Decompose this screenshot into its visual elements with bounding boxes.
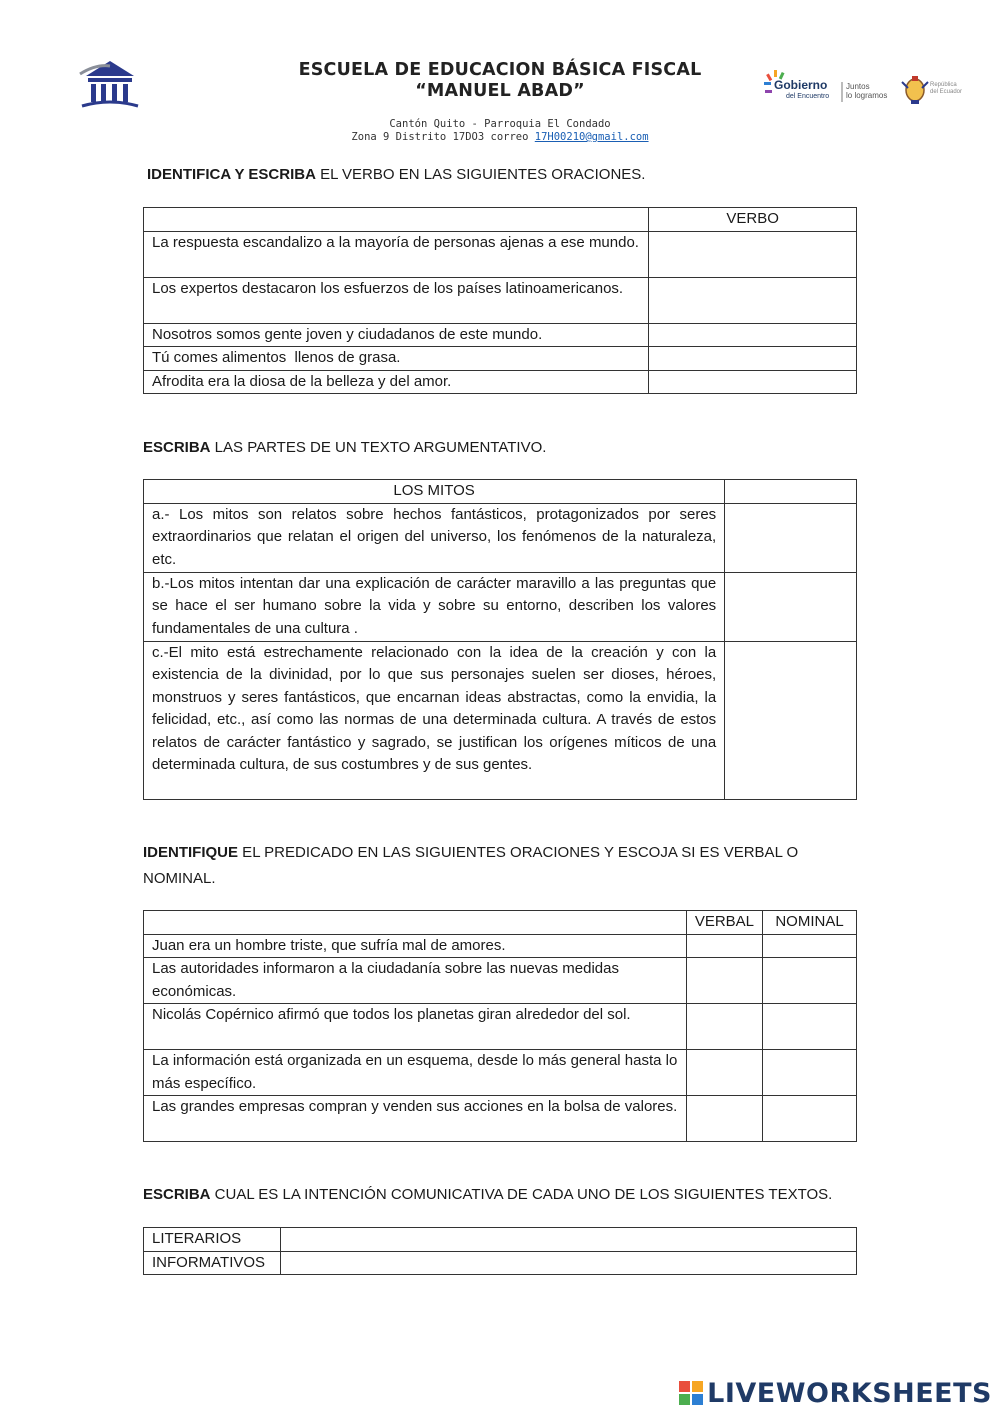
nominal-answer-3[interactable] <box>763 1004 857 1050</box>
mitos-header: LOS MITOS <box>144 480 725 504</box>
verbal-answer-5[interactable] <box>686 1096 762 1142</box>
intencion-answer-literarios[interactable] <box>280 1228 856 1252</box>
verbo-row-2-text: Los expertos destacaron los esfuerzos de los países latinoamericanos. <box>144 277 649 323</box>
school-address: Cantón Quito - Parroquia El Condado Zona 9 Distrito 17DO3 correo 17H00210@gmail.com <box>351 118 649 143</box>
instruction-intencion: ESCRIBA CUAL ES LA INTENCIÓN COMUNICATIVA DE CADA UNO DE LOS SIGUIENTES TEXTOS. <box>143 1186 833 1203</box>
gobierno-logo <box>762 68 894 108</box>
verbo-answer-2[interactable] <box>649 277 857 323</box>
liveworksheets-squares-icon <box>679 1381 703 1405</box>
verbo-answer-1[interactable] <box>649 231 857 277</box>
mitos-row-c-text: c.-El mito está estrechamente relacionado con la idea de la creación y con la existencia de la divinidad, por lo que sus personajes suelen ser dioses, héroes, monstruos y seres fantásticos, que encarnan ideas abstractas, como la envidia, la felicidad, etc., así como las normas de una determinada cultura. A través de estos relatos de carácter fantástico y sagrado, se justifican los orígenes míticos de una determinada cultura, de sus costumbres y de sus gentes. <box>144 641 725 799</box>
verbo-answer-3[interactable] <box>649 323 857 347</box>
nominal-answer-1[interactable] <box>763 934 857 958</box>
verbal-answer-2[interactable] <box>686 958 762 1004</box>
nominal-answer-5[interactable] <box>763 1096 857 1142</box>
liveworksheets-text: LIVEWORKSHEETS <box>707 1377 992 1409</box>
instruction-predicado: IDENTIFIQUE EL PREDICADO EN LAS SIGUIENTES ORACIONES Y ESCOJA SI ES VERBAL O NOMINAL. <box>143 844 799 887</box>
verbo-header: VERBO <box>649 208 857 232</box>
nominal-answer-2[interactable] <box>763 958 857 1004</box>
predicado-row-3-text: Nicolás Copérnico afirmó que todos los planetas giran alrededor del sol. <box>144 1004 687 1050</box>
verbo-row-4-text: Tú comes alimentos llenos de grasa. <box>144 347 649 371</box>
verbo-row-1-text: La respuesta escandalizo a la mayoría de personas ajenas a ese mundo. <box>144 231 649 277</box>
intencion-answer-informativos[interactable] <box>280 1251 856 1275</box>
predicado-row-2-text: Las autoridades informaron a la ciudadanía sobre las nuevas medidas económicas. <box>144 958 687 1004</box>
predicado-row-1-text: Juan era un hombre triste, que sufría mal de amores. <box>144 934 687 958</box>
intencion-row-literarios: LITERARIOS <box>144 1228 281 1252</box>
predicado-row-5-text: Las grandes empresas compran y venden sus acciones en la bolsa de valores. <box>144 1096 687 1142</box>
verbal-answer-4[interactable] <box>686 1050 762 1096</box>
verbo-answer-5[interactable] <box>649 370 857 394</box>
ecuador-seal <box>900 72 966 108</box>
liveworksheets-logo <box>679 1378 992 1408</box>
instruction-verbo: IDENTIFICA Y ESCRIBA EL VERBO EN LAS SIGUIENTES ORACIONES. <box>147 166 646 183</box>
verbo-table-header-blank <box>144 208 649 232</box>
mitos-row-a-text: a.- Los mitos son relatos sobre hechos fantásticos, protagonizados por seres extraordinarios que relatan el origen del universo, los fenómenos de la naturaleza, etc. <box>144 503 725 572</box>
verbo-row-3-text: Nosotros somos gente joven y ciudadanos de este mundo. <box>144 323 649 347</box>
mitos-answer-a[interactable] <box>725 503 857 572</box>
nominal-answer-4[interactable] <box>763 1050 857 1096</box>
mitos-answer-c[interactable] <box>725 641 857 799</box>
school-title: ESCUELA DE EDUCACION BÁSICA FISCAL “MANUEL ABAD” <box>298 60 702 101</box>
verbal-answer-1[interactable] <box>686 934 762 958</box>
mitos-row-b-text: b.-Los mitos intentan dar una explicación de carácter maravillo a las preguntas que se hace el ser humano sobre la vida y sobre su entorno, describen los valores fundamentales de una cultura . <box>144 572 725 641</box>
email-link[interactable]: 17H00210@gmail.com <box>534 131 649 143</box>
verbal-header: VERBAL <box>686 911 762 935</box>
intencion-row-informativos: INFORMATIVOS <box>144 1251 281 1275</box>
nominal-header: NOMINAL <box>763 911 857 935</box>
verbal-answer-3[interactable] <box>686 1004 762 1050</box>
mitos-answer-b[interactable] <box>725 572 857 641</box>
predicado-header-blank <box>144 911 687 935</box>
seal-text: República del Ecuador <box>930 82 963 95</box>
verbo-answer-4[interactable] <box>649 347 857 371</box>
verbo-row-5-text: Afrodita era la diosa de la belleza y del amor. <box>144 370 649 394</box>
predicado-table <box>143 910 857 1142</box>
gobierno-text: Gobierno <box>774 78 828 92</box>
intencion-table <box>143 1227 857 1275</box>
coat-of-arms-icon <box>900 72 930 106</box>
mitos-table <box>143 479 857 800</box>
predicado-row-4-text: La información está organizada en un esquema, desde lo más general hasta lo más específico. <box>144 1050 687 1096</box>
juntos-text: Juntos lo logramos <box>846 82 888 100</box>
mitos-header-blank <box>725 480 857 504</box>
verbo-table <box>143 207 857 394</box>
encuentro-text: del Encuentro <box>786 93 830 100</box>
instruction-texto-argumentativo: ESCRIBA LAS PARTES DE UN TEXTO ARGUMENTATIVO. <box>143 439 547 456</box>
